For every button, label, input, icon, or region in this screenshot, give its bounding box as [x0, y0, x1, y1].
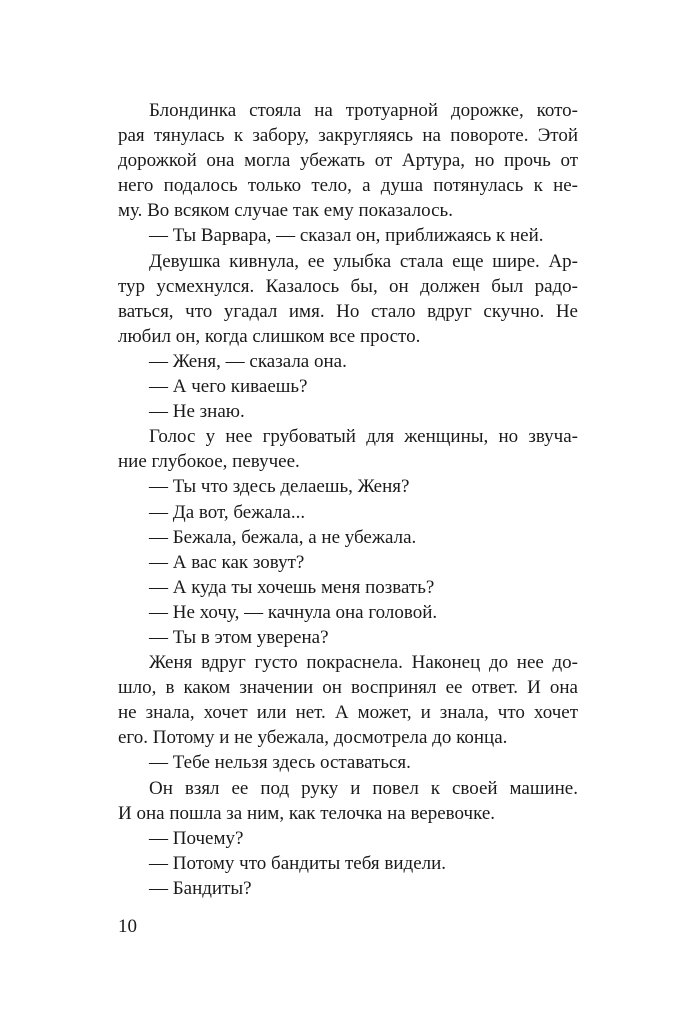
text-line: шло, в каком значении он воспринял ее ответ. И она: [118, 677, 578, 699]
text-line: тур усмехнулся. Казалось бы, он должен был радо-: [118, 275, 578, 297]
text-line: — Тебе нельзя здесь оставаться.: [149, 752, 411, 774]
text-line: — А вас как зовут?: [149, 551, 305, 573]
text-line: — Не знаю.: [149, 401, 245, 423]
text-line: му. Во всяком случае так ему показалось.: [118, 200, 453, 222]
text-line: — Не хочу, — качнула она головой.: [149, 601, 438, 623]
text-line: его. Потому и не убежала, досмотрела до конца.: [118, 727, 508, 749]
text-line: Девушка кивнула, ее улыбка стала еще шире. Ар-: [149, 250, 578, 272]
text-line: дорожкой она могла убежать от Артура, но прочь от: [118, 150, 578, 172]
text-line: рая тянулась к забору, закругляясь на повороте. Этой: [118, 125, 578, 147]
text-line: — Потому что бандиты тебя видели.: [149, 852, 447, 874]
text-line: — Ты что здесь делаешь, Женя?: [149, 476, 410, 498]
text-line: — А чего киваешь?: [149, 376, 308, 398]
text-line: — Почему?: [149, 827, 244, 849]
text-line: любил он, когда слишком все просто.: [118, 325, 421, 347]
text-line: Он взял ее под руку и повел к своей машине.: [149, 777, 578, 799]
text-line: — Бандиты?: [149, 877, 252, 899]
text-line: ваться, что угадал имя. Но стало вдруг скучно. Не: [118, 300, 578, 322]
text-line: ние глубокое, певучее.: [118, 451, 300, 473]
text-line: Женя вдруг густо покраснела. Наконец до нее до-: [149, 652, 578, 674]
text-line: него подалось только тело, а душа потянулась к не-: [118, 175, 578, 197]
text-line: — Ты в этом уверена?: [149, 626, 329, 648]
text-line: — Да вот, бежала...: [149, 501, 306, 523]
page-number: 10: [118, 916, 137, 937]
text-line: — Бежала, бежала, а не убежала.: [149, 526, 417, 548]
body-text: [118, 98, 578, 901]
text-line: не знала, хочет или нет. А может, и знала, что хочет: [118, 702, 578, 724]
text-line: — А куда ты хочешь меня позвать?: [149, 576, 435, 598]
text-line: — Женя, — сказала она.: [149, 350, 347, 372]
text-line: Голос у нее грубоватый для женщины, но звуча-: [149, 426, 578, 448]
text-line: Блондинка стояла на тротуарной дорожке, кото-: [149, 100, 578, 121]
text-line: — Ты Варвара, — сказал он, приближаясь к ней.: [149, 225, 544, 247]
text-line: И она пошла за ним, как телочка на веревочке.: [118, 802, 496, 824]
